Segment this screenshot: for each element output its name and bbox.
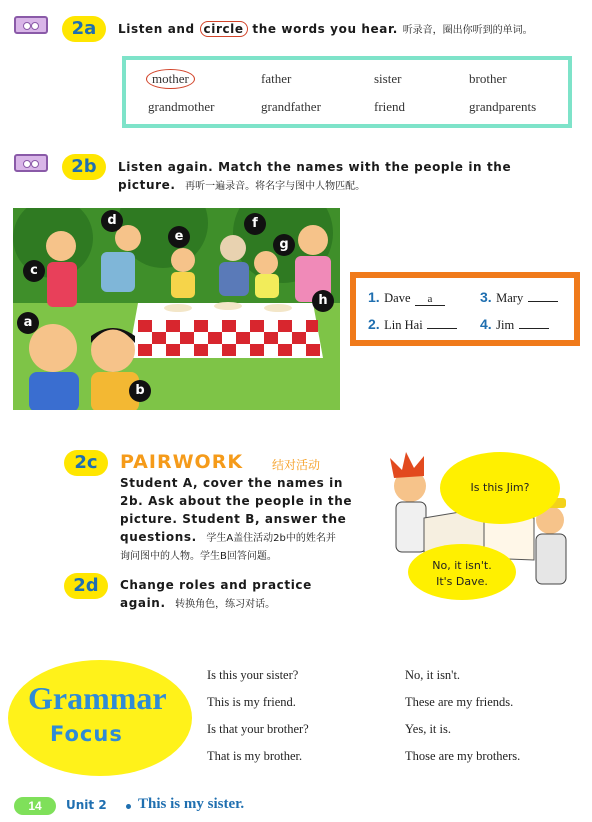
instruction-2d-line1: Change roles and practice: [120, 578, 312, 592]
bubble-answer-line2: It's Dave.: [436, 575, 488, 588]
instruction-2a-cn: 听录音，圈出你听到的单词。: [402, 25, 533, 36]
picture-label-e: e: [168, 226, 190, 248]
instruction-2a-circle-word: circle: [200, 21, 248, 37]
speech-bubble-answer: [408, 544, 516, 600]
name-match-box: [350, 272, 580, 346]
pairwork-title: PAIRWORK: [120, 451, 244, 473]
instruction-2b-cn: 再听一遍录音。将名字与图中人物匹配。: [185, 181, 366, 192]
badge-2a: 2a: [62, 16, 106, 42]
speech-bubble-question: [440, 452, 560, 524]
match-answer-blank[interactable]: a: [415, 293, 445, 306]
instruction-2c-cn1: 学生A盖住活动2b中的姓名并: [206, 533, 336, 544]
instruction-2a-part2: the words you hear.: [247, 22, 398, 36]
word-friend[interactable]: friend: [374, 99, 406, 114]
match-number: 1.: [368, 289, 380, 305]
instruction-2a-part1: Listen and: [118, 22, 200, 36]
instruction-2c: [120, 474, 366, 566]
grammar-right-1: No, it isn't.: [405, 668, 461, 682]
badge-2d: 2d: [64, 573, 108, 599]
instruction-2c-line2: 2b. Ask about the people in the: [120, 494, 353, 508]
pairwork-illustration: [384, 448, 580, 608]
instruction-2c-line4: questions.: [120, 530, 197, 544]
match-number: 4.: [480, 316, 492, 332]
grammar-left-4: That is my brother.: [207, 749, 303, 763]
match-name: Dave: [384, 291, 411, 305]
instruction-2b: [118, 158, 584, 196]
match-item-2: [368, 316, 457, 334]
word-mother[interactable]: mother: [146, 69, 195, 89]
instruction-2d-cn: 转换角色，练习对话。: [175, 599, 276, 610]
badge-2b: 2b: [62, 154, 106, 180]
unit-title: This is my sister.: [138, 796, 245, 812]
grammar-left-2: This is my friend.: [207, 695, 296, 709]
word-sister[interactable]: sister: [374, 71, 402, 86]
instruction-2b-line2: picture.: [118, 178, 176, 192]
page-number: 14: [14, 797, 56, 815]
grammar-subtitle: Focus: [50, 722, 123, 746]
picture-label-d: d: [101, 210, 123, 232]
word-box: [122, 56, 572, 128]
instruction-2b-line1: Listen again. Match the names with the people in the: [118, 160, 512, 174]
match-answer-blank[interactable]: [528, 301, 558, 302]
instruction-2c-line3: picture. Student B, answer the: [120, 512, 347, 526]
picture-label-a: a: [17, 312, 39, 334]
picture-label-c: c: [23, 260, 45, 282]
match-answer-blank[interactable]: [519, 328, 549, 329]
instruction-2c-line1: Student A, cover the names in: [120, 476, 344, 490]
grammar-title: Grammar: [28, 680, 167, 716]
word-grandparents[interactable]: grandparents: [469, 99, 537, 114]
cassette-icon: [14, 16, 48, 34]
word-brother[interactable]: brother: [469, 71, 507, 86]
picture-label-h: h: [312, 290, 334, 312]
grammar-right-4: Those are my brothers.: [405, 749, 521, 763]
picture-label-f: f: [244, 213, 266, 235]
picture-label-g: g: [273, 234, 295, 256]
grammar-right-2: These are my friends.: [405, 695, 514, 709]
match-name: Jim: [496, 318, 515, 332]
unit-label: Unit 2: [66, 798, 107, 812]
bubble-question-text: Is this Jim?: [470, 481, 530, 494]
match-name: Lin Hai: [384, 318, 423, 332]
word-grandfather[interactable]: grandfather: [261, 99, 321, 114]
pairwork-title-cn: 结对活动: [272, 458, 321, 472]
match-item-4: [480, 316, 549, 334]
grammar-left-1: Is this your sister?: [207, 668, 299, 682]
match-number: 2.: [368, 316, 380, 332]
instruction-2c-cn2: 询问图中的人物。学生B回答问题。: [120, 551, 277, 562]
match-name: Mary: [496, 291, 524, 305]
bullet-dot: [126, 804, 131, 809]
match-item-1: [368, 289, 445, 307]
picture-label-b: b: [129, 380, 151, 402]
family-picnic-picture: [13, 208, 340, 410]
match-number: 3.: [480, 289, 492, 305]
match-answer-blank[interactable]: [427, 328, 457, 329]
instruction-2a: [118, 20, 533, 40]
cassette-icon: [14, 154, 48, 172]
word-father[interactable]: father: [261, 71, 292, 86]
bubble-answer-line1: No, it isn't.: [432, 559, 492, 572]
badge-2c: 2c: [64, 450, 108, 476]
grammar-left-3: Is that your brother?: [207, 722, 309, 736]
grammar-right-3: Yes, it is.: [405, 722, 451, 736]
match-item-3: [480, 289, 558, 307]
instruction-2d-line2: again.: [120, 596, 166, 610]
word-grandmother[interactable]: grandmother: [148, 99, 215, 114]
grammar-focus-badge: [8, 660, 192, 776]
instruction-2d: [120, 576, 360, 614]
